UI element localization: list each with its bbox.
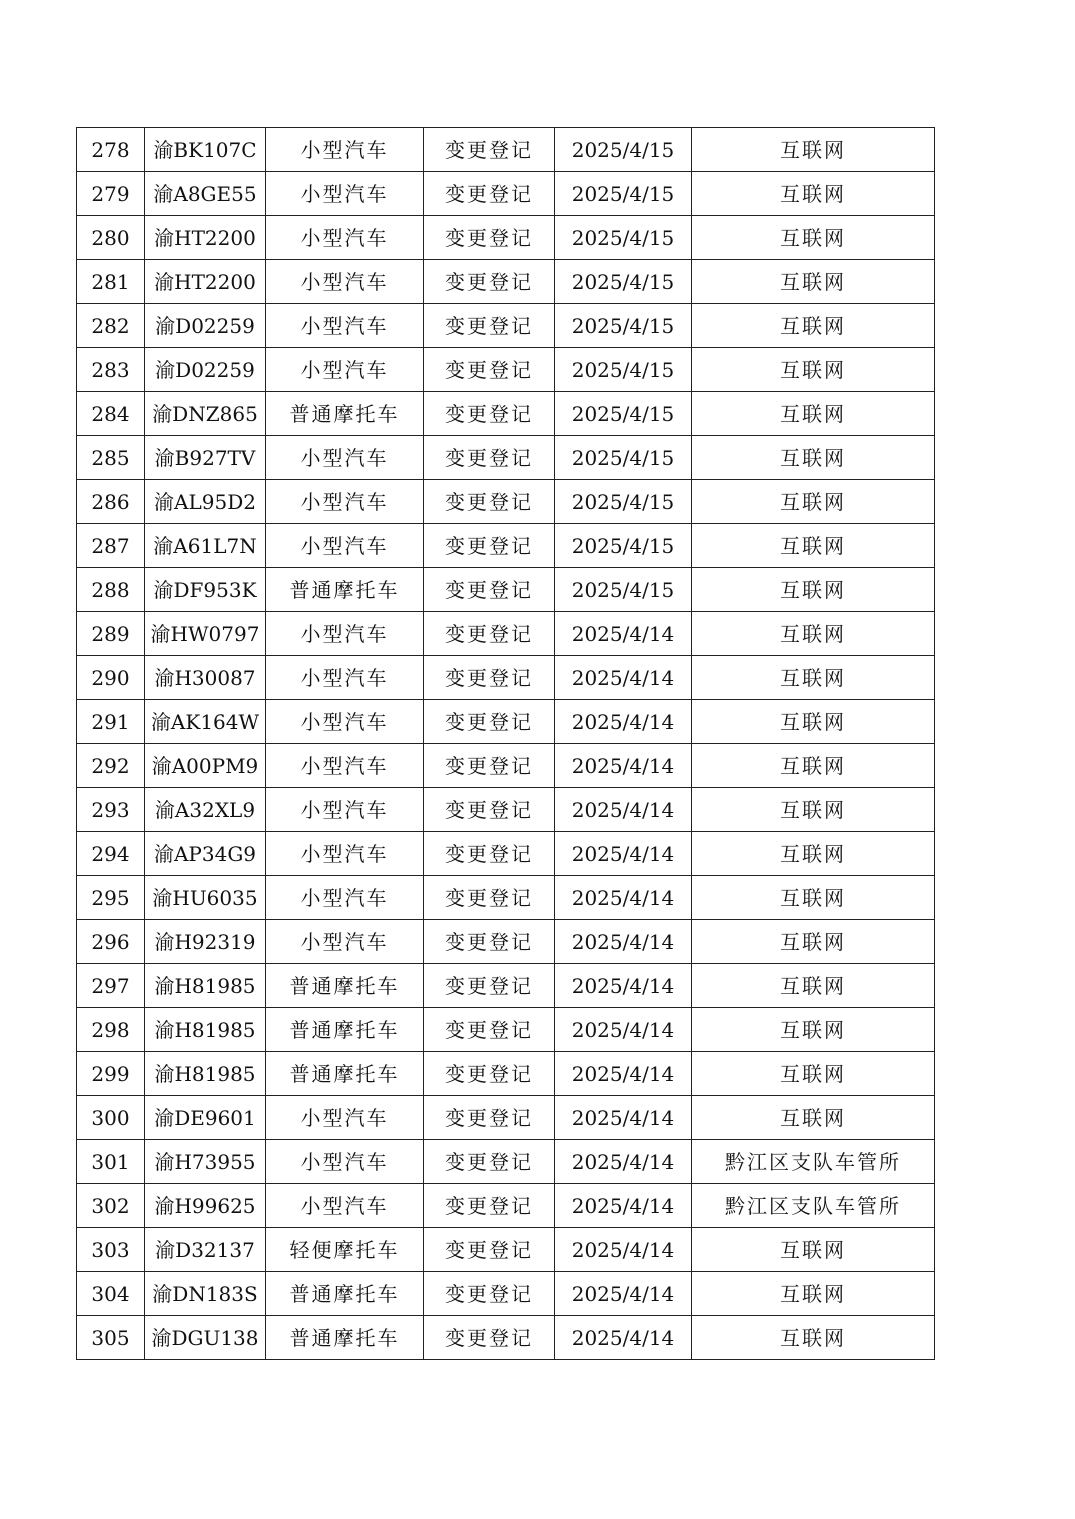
- plate-number-cell: 渝B927TV: [145, 436, 266, 480]
- table-row: [77, 348, 935, 392]
- vehicle-type-cell: 小型汽车: [266, 480, 424, 524]
- date-cell: 2025/4/14: [555, 964, 692, 1008]
- row-number-cell: 298: [77, 1008, 145, 1052]
- row-number-cell: 290: [77, 656, 145, 700]
- row-number-cell: 294: [77, 832, 145, 876]
- plate-number-cell: 渝A00PM9: [145, 744, 266, 788]
- channel-cell: 黔江区支队车管所: [692, 1184, 935, 1228]
- channel-cell: 互联网: [692, 1052, 935, 1096]
- channel-cell: 互联网: [692, 1228, 935, 1272]
- table-row: [77, 1008, 935, 1052]
- plate-number-cell: 渝AK164W: [145, 700, 266, 744]
- vehicle-type-cell: 小型汽车: [266, 612, 424, 656]
- plate-number-cell: 渝H81985: [145, 1008, 266, 1052]
- business-type-cell: 变更登记: [424, 436, 555, 480]
- row-number-cell: 300: [77, 1096, 145, 1140]
- row-number-cell: 286: [77, 480, 145, 524]
- plate-number-cell: 渝D32137: [145, 1228, 266, 1272]
- date-cell: 2025/4/14: [555, 1316, 692, 1360]
- vehicle-type-cell: 普通摩托车: [266, 1052, 424, 1096]
- table-row: [77, 920, 935, 964]
- plate-number-cell: 渝DNZ865: [145, 392, 266, 436]
- table-row: [77, 656, 935, 700]
- row-number-cell: 292: [77, 744, 145, 788]
- business-type-cell: 变更登记: [424, 788, 555, 832]
- channel-cell: 互联网: [692, 348, 935, 392]
- plate-number-cell: 渝H81985: [145, 1052, 266, 1096]
- channel-cell: 互联网: [692, 216, 935, 260]
- channel-cell: 互联网: [692, 788, 935, 832]
- row-number-cell: 295: [77, 876, 145, 920]
- vehicle-type-cell: 普通摩托车: [266, 1008, 424, 1052]
- channel-cell: 互联网: [692, 876, 935, 920]
- vehicle-type-cell: 普通摩托车: [266, 568, 424, 612]
- plate-number-cell: 渝BK107C: [145, 128, 266, 172]
- channel-cell: 互联网: [692, 1008, 935, 1052]
- date-cell: 2025/4/15: [555, 128, 692, 172]
- row-number-cell: 282: [77, 304, 145, 348]
- business-type-cell: 变更登记: [424, 612, 555, 656]
- table-row: [77, 1052, 935, 1096]
- date-cell: 2025/4/15: [555, 172, 692, 216]
- channel-cell: 互联网: [692, 964, 935, 1008]
- vehicle-type-cell: 小型汽车: [266, 656, 424, 700]
- table-row: [77, 1228, 935, 1272]
- plate-number-cell: 渝DE9601: [145, 1096, 266, 1140]
- plate-number-cell: 渝HT2200: [145, 260, 266, 304]
- table-row: [77, 480, 935, 524]
- date-cell: 2025/4/14: [555, 1272, 692, 1316]
- vehicle-type-cell: 小型汽车: [266, 1096, 424, 1140]
- vehicle-type-cell: 小型汽车: [266, 260, 424, 304]
- date-cell: 2025/4/14: [555, 832, 692, 876]
- channel-cell: 互联网: [692, 1272, 935, 1316]
- row-number-cell: 302: [77, 1184, 145, 1228]
- vehicle-type-cell: 小型汽车: [266, 788, 424, 832]
- business-type-cell: 变更登记: [424, 1316, 555, 1360]
- vehicle-type-cell: 小型汽车: [266, 700, 424, 744]
- channel-cell: 互联网: [692, 128, 935, 172]
- date-cell: 2025/4/15: [555, 392, 692, 436]
- table-row: [77, 1096, 935, 1140]
- plate-number-cell: 渝HU6035: [145, 876, 266, 920]
- table-row: [77, 524, 935, 568]
- vehicle-type-cell: 小型汽车: [266, 920, 424, 964]
- vehicle-type-cell: 小型汽车: [266, 348, 424, 392]
- row-number-cell: 289: [77, 612, 145, 656]
- business-type-cell: 变更登记: [424, 1272, 555, 1316]
- date-cell: 2025/4/15: [555, 216, 692, 260]
- table-row: [77, 216, 935, 260]
- row-number-cell: 283: [77, 348, 145, 392]
- business-type-cell: 变更登记: [424, 1096, 555, 1140]
- date-cell: 2025/4/14: [555, 1096, 692, 1140]
- vehicle-type-cell: 小型汽车: [266, 1184, 424, 1228]
- channel-cell: 互联网: [692, 1316, 935, 1360]
- table-row: [77, 128, 935, 172]
- date-cell: 2025/4/14: [555, 1008, 692, 1052]
- vehicle-type-cell: 轻便摩托车: [266, 1228, 424, 1272]
- channel-cell: 互联网: [692, 392, 935, 436]
- table-row: [77, 392, 935, 436]
- row-number-cell: 301: [77, 1140, 145, 1184]
- business-type-cell: 变更登记: [424, 480, 555, 524]
- vehicle-type-cell: 普通摩托车: [266, 1272, 424, 1316]
- business-type-cell: 变更登记: [424, 524, 555, 568]
- date-cell: 2025/4/14: [555, 1140, 692, 1184]
- business-type-cell: 变更登记: [424, 1008, 555, 1052]
- business-type-cell: 变更登记: [424, 304, 555, 348]
- vehicle-type-cell: 小型汽车: [266, 436, 424, 480]
- business-type-cell: 变更登记: [424, 744, 555, 788]
- table-row: [77, 1316, 935, 1360]
- table-row: [77, 1140, 935, 1184]
- row-number-cell: 293: [77, 788, 145, 832]
- channel-cell: 互联网: [692, 436, 935, 480]
- channel-cell: 互联网: [692, 656, 935, 700]
- channel-cell: 黔江区支队车管所: [692, 1140, 935, 1184]
- table-row: [77, 304, 935, 348]
- row-number-cell: 278: [77, 128, 145, 172]
- business-type-cell: 变更登记: [424, 656, 555, 700]
- business-type-cell: 变更登记: [424, 348, 555, 392]
- plate-number-cell: 渝H99625: [145, 1184, 266, 1228]
- row-number-cell: 287: [77, 524, 145, 568]
- date-cell: 2025/4/15: [555, 348, 692, 392]
- registration-table: [76, 127, 935, 1360]
- date-cell: 2025/4/14: [555, 744, 692, 788]
- date-cell: 2025/4/14: [555, 1228, 692, 1272]
- vehicle-type-cell: 小型汽车: [266, 216, 424, 260]
- plate-number-cell: 渝H81985: [145, 964, 266, 1008]
- table-row: [77, 700, 935, 744]
- vehicle-type-cell: 小型汽车: [266, 304, 424, 348]
- plate-number-cell: 渝AL95D2: [145, 480, 266, 524]
- channel-cell: 互联网: [692, 480, 935, 524]
- plate-number-cell: 渝D02259: [145, 304, 266, 348]
- business-type-cell: 变更登记: [424, 1052, 555, 1096]
- channel-cell: 互联网: [692, 920, 935, 964]
- plate-number-cell: 渝H73955: [145, 1140, 266, 1184]
- vehicle-type-cell: 普通摩托车: [266, 1316, 424, 1360]
- business-type-cell: 变更登记: [424, 260, 555, 304]
- table-row: [77, 260, 935, 304]
- table-row: [77, 964, 935, 1008]
- business-type-cell: 变更登记: [424, 568, 555, 612]
- business-type-cell: 变更登记: [424, 392, 555, 436]
- business-type-cell: 变更登记: [424, 128, 555, 172]
- plate-number-cell: 渝H92319: [145, 920, 266, 964]
- row-number-cell: 299: [77, 1052, 145, 1096]
- vehicle-type-cell: 小型汽车: [266, 172, 424, 216]
- plate-number-cell: 渝D02259: [145, 348, 266, 392]
- channel-cell: 互联网: [692, 832, 935, 876]
- plate-number-cell: 渝DN183S: [145, 1272, 266, 1316]
- business-type-cell: 变更登记: [424, 964, 555, 1008]
- plate-number-cell: 渝DF953K: [145, 568, 266, 612]
- table-row: [77, 876, 935, 920]
- date-cell: 2025/4/15: [555, 568, 692, 612]
- row-number-cell: 288: [77, 568, 145, 612]
- plate-number-cell: 渝A32XL9: [145, 788, 266, 832]
- date-cell: 2025/4/14: [555, 700, 692, 744]
- channel-cell: 互联网: [692, 304, 935, 348]
- channel-cell: 互联网: [692, 524, 935, 568]
- plate-number-cell: 渝A61L7N: [145, 524, 266, 568]
- vehicle-type-cell: 小型汽车: [266, 1140, 424, 1184]
- channel-cell: 互联网: [692, 700, 935, 744]
- business-type-cell: 变更登记: [424, 876, 555, 920]
- table-body: [77, 128, 935, 1360]
- date-cell: 2025/4/15: [555, 480, 692, 524]
- business-type-cell: 变更登记: [424, 1184, 555, 1228]
- vehicle-type-cell: 小型汽车: [266, 524, 424, 568]
- row-number-cell: 281: [77, 260, 145, 304]
- row-number-cell: 279: [77, 172, 145, 216]
- table-row: [77, 172, 935, 216]
- table-row: [77, 1184, 935, 1228]
- plate-number-cell: 渝AP34G9: [145, 832, 266, 876]
- plate-number-cell: 渝HW0797: [145, 612, 266, 656]
- date-cell: 2025/4/14: [555, 1184, 692, 1228]
- date-cell: 2025/4/14: [555, 788, 692, 832]
- row-number-cell: 297: [77, 964, 145, 1008]
- date-cell: 2025/4/15: [555, 524, 692, 568]
- row-number-cell: 284: [77, 392, 145, 436]
- table-row: [77, 744, 935, 788]
- row-number-cell: 285: [77, 436, 145, 480]
- date-cell: 2025/4/14: [555, 876, 692, 920]
- table-row: [77, 568, 935, 612]
- row-number-cell: 291: [77, 700, 145, 744]
- business-type-cell: 变更登记: [424, 172, 555, 216]
- date-cell: 2025/4/14: [555, 1052, 692, 1096]
- plate-number-cell: 渝HT2200: [145, 216, 266, 260]
- vehicle-type-cell: 普通摩托车: [266, 964, 424, 1008]
- vehicle-type-cell: 小型汽车: [266, 832, 424, 876]
- date-cell: 2025/4/14: [555, 612, 692, 656]
- row-number-cell: 303: [77, 1228, 145, 1272]
- vehicle-type-cell: 小型汽车: [266, 128, 424, 172]
- business-type-cell: 变更登记: [424, 920, 555, 964]
- row-number-cell: 296: [77, 920, 145, 964]
- date-cell: 2025/4/14: [555, 920, 692, 964]
- table-row: [77, 436, 935, 480]
- table-row: [77, 788, 935, 832]
- business-type-cell: 变更登记: [424, 832, 555, 876]
- vehicle-type-cell: 小型汽车: [266, 744, 424, 788]
- plate-number-cell: 渝A8GE55: [145, 172, 266, 216]
- table-row: [77, 1272, 935, 1316]
- channel-cell: 互联网: [692, 172, 935, 216]
- vehicle-type-cell: 普通摩托车: [266, 392, 424, 436]
- plate-number-cell: 渝H30087: [145, 656, 266, 700]
- table-row: [77, 832, 935, 876]
- business-type-cell: 变更登记: [424, 1228, 555, 1272]
- date-cell: 2025/4/14: [555, 656, 692, 700]
- channel-cell: 互联网: [692, 568, 935, 612]
- date-cell: 2025/4/15: [555, 260, 692, 304]
- channel-cell: 互联网: [692, 612, 935, 656]
- table-row: [77, 612, 935, 656]
- date-cell: 2025/4/15: [555, 304, 692, 348]
- business-type-cell: 变更登记: [424, 700, 555, 744]
- plate-number-cell: 渝DGU138: [145, 1316, 266, 1360]
- row-number-cell: 305: [77, 1316, 145, 1360]
- channel-cell: 互联网: [692, 744, 935, 788]
- row-number-cell: 304: [77, 1272, 145, 1316]
- vehicle-type-cell: 小型汽车: [266, 876, 424, 920]
- date-cell: 2025/4/15: [555, 436, 692, 480]
- row-number-cell: 280: [77, 216, 145, 260]
- channel-cell: 互联网: [692, 260, 935, 304]
- business-type-cell: 变更登记: [424, 216, 555, 260]
- channel-cell: 互联网: [692, 1096, 935, 1140]
- business-type-cell: 变更登记: [424, 1140, 555, 1184]
